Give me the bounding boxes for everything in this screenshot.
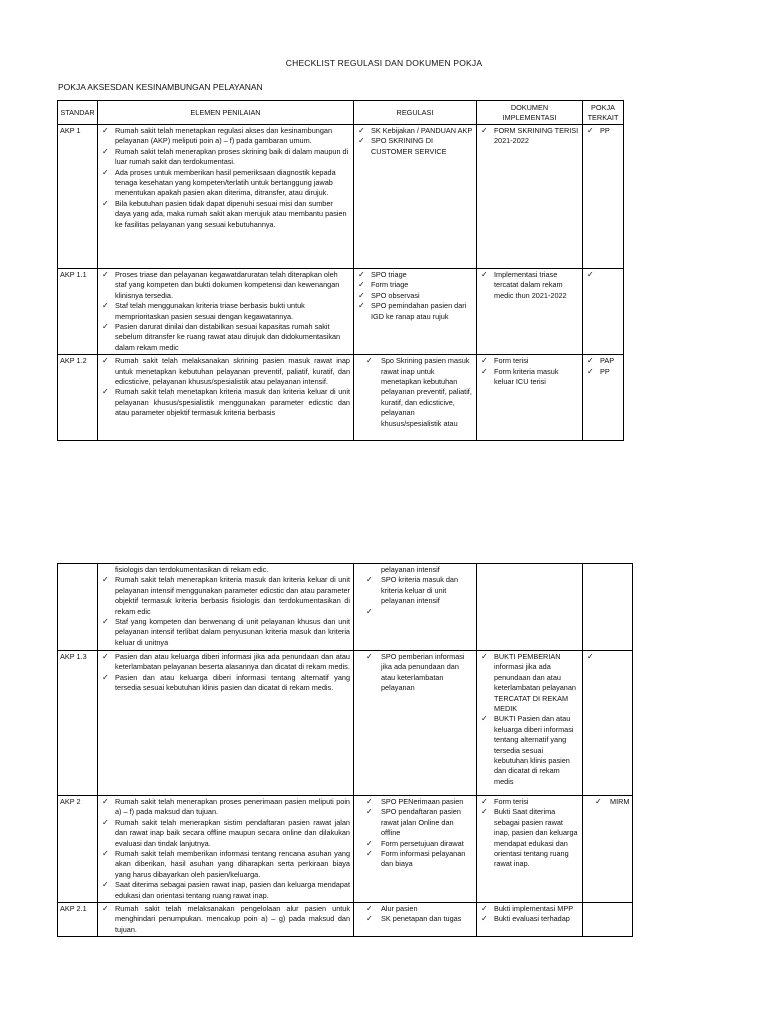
header-elemen: ELEMEN PENILAIAN: [98, 101, 354, 125]
list-item: ✓ SPO pemberian informasi jika ada penundaan dan atau keterlambatan pelayanan: [357, 652, 473, 694]
table-row: [58, 355, 624, 441]
list-item: ✓ Rumah sakit telah melaksanakan pengelolaan alur pasien untuk menghindari penumpukan. mencakup poin a) – g) pada maksud dan tujuan.: [101, 904, 350, 935]
list-item: ✓ Pasien dan atau keluarga diberi informasi jika ada penundaan dan atau keterlambatan pelayanan beserta alasannya dan dicatat di rekam medis.: [101, 652, 350, 673]
list-item: ✓ SK penetapan dan tugas: [357, 914, 473, 924]
regulasi-cell: [354, 903, 477, 937]
list-item: ✓ SPO SKRINING DI CUSTOMER SERVICE: [357, 136, 473, 157]
table-row: [58, 651, 633, 796]
list-item: ✓ Pasien darurat dinilai dan distabilkan sesuai kapasitas rumah sakit sebelum ditransfer ke ruang rawat atau dirujuk dan didokumentasikan dalam rekam medic: [101, 322, 350, 353]
list-item: ✓ SPO observasi: [357, 291, 473, 301]
elemen-list: [101, 904, 350, 935]
list-item: ✓ SPO pendaftaran pasien rawat jalan Online dan offline: [357, 807, 473, 838]
list-item: ✓ Rumah sakit telah menetapkan regulasi akses dan kesinambungan pelayanan (AKP) meliputi poin a) – f) pada gambaran umum.: [101, 126, 350, 147]
elemen-list: [101, 565, 350, 648]
pokja-cell: [583, 564, 633, 651]
list-item: ✓ Bukti implementasi MPP: [480, 904, 579, 914]
elemen-cell: [98, 651, 354, 796]
table-row: [58, 903, 633, 937]
list-item: ✓ Saat diterima sebagai pasien rawat inap, pasien dan keluarga mendapat edukasi dan orientasi tentang ruang rawat inap.: [101, 880, 350, 901]
table-header-row: [58, 101, 624, 125]
list-item: ✓ SPO pemindahan pasien dari IGD ke ranap atau rujuk: [357, 301, 473, 322]
regulasi-list: [357, 356, 473, 429]
header-dokumen: [477, 101, 583, 125]
header-pokja-line2: TERKAIT: [587, 112, 619, 122]
pokja-cell: [583, 796, 633, 903]
standar-cell: AKP 1: [58, 125, 98, 269]
list-item: ✓ Bukti evaluasi terhadap: [480, 914, 579, 924]
list-item: ✓ PP: [586, 126, 620, 136]
dokumen-list: [480, 797, 579, 870]
regulasi-cell: [354, 651, 477, 796]
table-row: [58, 564, 633, 651]
elemen-cell: [98, 355, 354, 441]
elemen-cell: [98, 269, 354, 355]
list-item: ✓ Alur pasien: [357, 904, 473, 914]
regulasi-list: [357, 652, 473, 694]
list-item: ✓ SPO PENerimaan pasien: [357, 797, 473, 807]
regulasi-list: [357, 270, 473, 322]
standar-cell: [58, 564, 98, 651]
list-item: ✓ Staf yang kompeten dan berwenang di unit pelayanan khusus dan unit pelayanan intensif terlibat dalam penyusunan kriteria masuk dan kriteria keluar di unitnya: [101, 617, 350, 648]
pokja-cell: [583, 903, 633, 937]
header-standar: STANDAR: [58, 101, 98, 125]
header-dokumen-line1: DOKUMEN: [510, 103, 549, 112]
regulasi-list: [357, 126, 473, 157]
regulasi-cell: [354, 796, 477, 903]
list-item: ✓ Rumah sakit telah memberikan informasi tentang rencana asuhan yang akan diberikan, hasil asuhan yang diharapkan serta perkiraan biaya yang harus dibayarkan oleh pasien/keluarga.: [101, 849, 350, 880]
list-item: ✓ MIRM: [586, 797, 629, 807]
table-row: [58, 125, 624, 269]
list-item: ✓ Rumah sakit telah melaksanakan skrining pasien masuk rawat inap untuk menetapkan kebutuhan pelayanan preventif, paliatif, kuratif, dan edicsticive, pelayanan khusus/spesialistik atau pelayanan intensif.: [101, 356, 350, 387]
standar-cell: AKP 1.2: [58, 355, 98, 441]
list-item: ✓ Proses triase dan pelayanan kegawatdaruratan telah diterapkan oleh staf yang kompeten dan bukti dokumen kompetensi dan kewenangan klinisnya tersedia.: [101, 270, 350, 301]
checklist-table-continued: [57, 563, 633, 937]
dokumen-cell: [477, 125, 583, 269]
list-item: ✓ Form triage: [357, 280, 473, 290]
list-item: ✓ BUKTI Pasien dan atau keluarga diberi informasi tentang alternatif yang tersedia sesuai kebutuhan klinis pasien dan dicatat di rekam medis: [480, 714, 579, 787]
list-item: ✓ SPO kriteria masuk dan kriteria keluar di unit pelayanan intensif: [357, 575, 473, 606]
list-item: ✓ PP: [586, 367, 620, 377]
list-item: ✓ Pasien dan atau keluarga diberi informasi tentang alternatif yang tersedia sesuai kebutuhan klinis pasien dan dicatat di rekam medis.: [101, 673, 350, 694]
standar-cell: AKP 2: [58, 796, 98, 903]
regulasi-cell: [354, 564, 477, 651]
pokja-cell: [583, 651, 633, 796]
pokja-cell: [583, 269, 624, 355]
dokumen-list: [480, 356, 579, 387]
list-item: ✓ Rumah sakit telah menerapkan sistim pendaftaran pasien rawat jalan dan rawat inap baik secara offline maupun secara online dan dilakukan evaluasi dan tindak lanjutnya.: [101, 818, 350, 849]
standar-cell: AKP 2.1: [58, 903, 98, 937]
regulasi-cell: [354, 355, 477, 441]
list-item: ✓ SK Kebijakan / PANDUAN AKP: [357, 126, 473, 136]
elemen-list: [101, 126, 350, 230]
pokja-cell: [583, 355, 624, 441]
list-item: ✓ Form informasi pelayanan dan biaya: [357, 849, 473, 870]
standar-cell: AKP 1.1: [58, 269, 98, 355]
elemen-cell: [98, 564, 354, 651]
list-item: ✓ BUKTI PEMBERIAN informasi jika ada penundaan dan atau keterlambatan pelayanan TERCATAT DI REKAM MEDIK: [480, 652, 579, 714]
dokumen-cell: [477, 796, 583, 903]
elemen-list: [101, 652, 350, 694]
list-item: ✓ Spo Skrining pasien masuk rawat inap untuk menetapkan kebutuhan pelayanan preventif, paliatif, kuratif, dan edicsticive, pelayanan khusus/spesialistik atau: [357, 356, 473, 429]
list-item: ✓ Rumah sakit telah menerapkan kriteria masuk dan kriteria keluar di unit pelayanan intensif menggunakan parameter edicstic dan atau parameter objektif termasuk kriteria berbasis fisiologis dan terdokumentasikan di rekam edic: [101, 575, 350, 617]
page-title: CHECKLIST REGULASI DAN DOKUMEN POKJA: [285, 58, 483, 68]
dokumen-cell: [477, 355, 583, 441]
dokumen-cell: [477, 564, 583, 651]
list-item: fisiologis dan terdokumentasikan di rekam edic.: [115, 565, 269, 574]
header-dokumen-line2: IMPLEMENTASI: [502, 112, 557, 122]
elemen-list: [101, 270, 350, 353]
regulasi-list: [357, 565, 473, 607]
dokumen-cell: [477, 903, 583, 937]
list-item: ✓ Form persetujuan dirawat: [357, 839, 473, 849]
elemen-list: [101, 356, 350, 418]
checklist-table: [57, 100, 624, 441]
header-regulasi: REGULASI: [354, 101, 477, 125]
elemen-cell: [98, 125, 354, 269]
pokja-list: [586, 126, 620, 136]
dokumen-list: [480, 904, 579, 925]
header-pokja: [583, 101, 624, 125]
list-item: ✓ PAP: [586, 356, 620, 366]
list-item: ✓ Bila kebutuhan pasien tidak dapat dipenuhi sesuai misi dan sumber daya yang ada, maka rumah sakit akan merujuk atau membantu pasien ke fasilitas pelayanan yang sesuai kebutuhannya.: [101, 199, 350, 230]
pokja-list: [586, 356, 620, 377]
list-item: pelayanan intensif: [381, 565, 440, 574]
list-item: ✓ Implementasi triase tercatat dalam rekam medic thun 2021-2022: [480, 270, 579, 301]
dokumen-list: [480, 126, 579, 147]
header-pokja-line1: POKJA: [591, 103, 615, 112]
regulasi-list: [357, 904, 473, 925]
list-item: ✓ Form kriteria masuk keluar ICU terisi: [480, 367, 579, 388]
list-item: ✓ Form terisi: [480, 356, 579, 366]
list-item: ✓ Ada proses untuk memberikan hasil pemeriksaan diagnostik kepada tenaga kesehatan yang kompeten/terlatih untuk bertanggung jawab menentukan apakah pasien akan diterima, ditransfer, atau dirujuk.: [101, 168, 350, 199]
list-item: ✓ FORM SKRINING TERISI 2021-2022: [480, 126, 579, 147]
table-row: [58, 796, 633, 903]
pokja-cell: [583, 125, 624, 269]
regulasi-cell: [354, 269, 477, 355]
page-subtitle: POKJA AKSESDAN KESINAMBUNGAN PELAYANAN: [58, 82, 263, 92]
elemen-list: [101, 797, 350, 901]
standar-cell: AKP 1.3: [58, 651, 98, 796]
elemen-cell: [98, 796, 354, 903]
list-item: ✓ Bukti Saat diterima sebagai pasien rawat inap, pasien dan keluarga mendapat edukasi dan orientasi tentang ruang rawat inap.: [480, 807, 579, 869]
list-item: ✓ SPO triage: [357, 270, 473, 280]
elemen-cell: [98, 903, 354, 937]
dokumen-list: [480, 270, 579, 301]
regulasi-cell: [354, 125, 477, 269]
dokumen-cell: [477, 269, 583, 355]
list-item: ✓ Form terisi: [480, 797, 579, 807]
regulasi-list: [357, 797, 473, 870]
dokumen-list: [480, 652, 579, 787]
list-item: ✓ Staf telah menggunakan kriteria triase berbasis bukti untuk memprioritaskan pasien sesuai dengan kegawatannya.: [101, 301, 350, 322]
list-item: ✓ Rumah sakit telah menetapkan kriteria masuk dan kriteria keluar di unit pelayanan khusus/spesialistik menggunakan parameter edicstic dan atau parameter objektif termasuk kriteria berbasis: [101, 387, 350, 418]
list-item: ✓ Rumah sakit telah menerapkan proses penerimaan pasien meliputi poin a) – f) pada maksud dan tujuan.: [101, 797, 350, 818]
list-item: ✓ Rumah sakit telah menerapkan proses skrining baik di dalam maupun di luar rumah sakit dan terdokumentasi.: [101, 147, 350, 168]
table-row: [58, 269, 624, 355]
pokja-list: [586, 797, 629, 807]
dokumen-cell: [477, 651, 583, 796]
